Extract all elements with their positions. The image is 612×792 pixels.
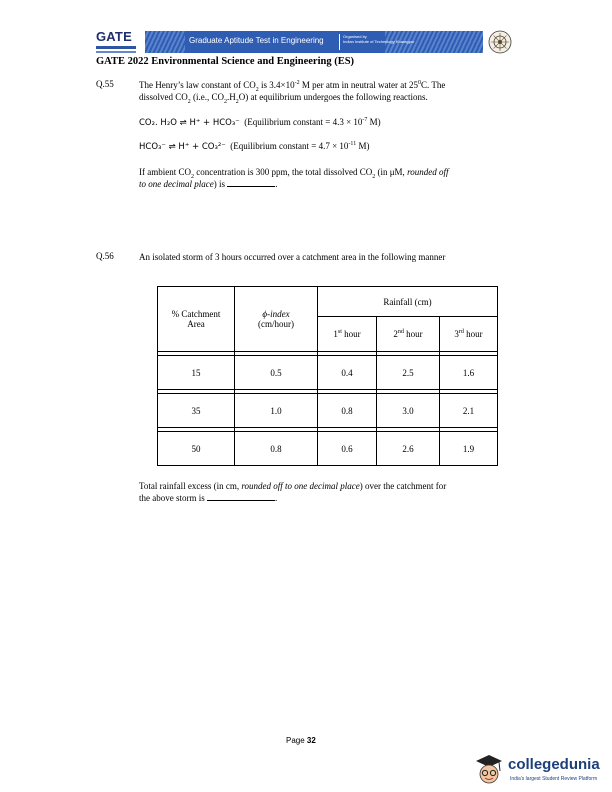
q56-question: Total rainfall excess (in cm, rounded off to one decimal place) over the catchment for the above storm is .: [139, 481, 447, 503]
q55-number: Q.55: [96, 79, 114, 89]
header-rainfall: Rainfall (cm): [318, 287, 498, 317]
organizer-text: Organised by Indian Institute of Technology Kharagpur: [343, 34, 415, 44]
q55-question: If ambient $CO_2$ concentration is 300 ppm, the total dissolved $CO_2$ (in μM, rounded off to one decimal place) is .: [139, 167, 449, 189]
gate-logo: [96, 30, 142, 58]
equation-1-species: CO₂. H₂O ⇌ H⁺ + HCO₃⁻: [139, 118, 240, 128]
page-number: Page 32: [286, 736, 316, 745]
q55-statement: The Henry’s law constant of $CO_2$ is $3.4\times 10^{-2}$ M per atm in neutral water at $25^0C$. The dissolved $CO_2$ (i.e., $CO_2.H_2O$) at equilibrium undergoes the following reactions.: [139, 80, 446, 105]
iit-emblem-icon: [488, 30, 512, 54]
gate-logo-text: GATE: [96, 29, 132, 44]
header-banner: [145, 31, 483, 53]
answer-blank: [227, 178, 275, 187]
table-row: 50 0.8 0.6 2.6 1.9: [158, 432, 498, 466]
paper-title: GATE 2022 Environmental Science and Engineering (ES): [96, 56, 355, 67]
brand-tagline: India's largest Student Review Platform: [510, 776, 598, 782]
table-row: 15 0.5 0.4 2.5 1.6: [158, 356, 498, 390]
q55-equation-2: HCO₃⁻ ⇌ H⁺ + CO₃²⁻ (Equilibrium constant = $4.7 \times 10^{-11}$ M): [139, 141, 370, 152]
header-hour-1: 1st hour: [318, 317, 377, 352]
q55-equation-1: CO₂. H₂O ⇌ H⁺ + HCO₃⁻ (Equilibrium constant = $4.3 \times 10^{-7}$ M): [139, 117, 381, 128]
graduate-mascot-icon: [472, 752, 506, 788]
rainfall-table: [157, 286, 498, 466]
brand-name: collegedunia: [508, 756, 600, 773]
banner-title: Graduate Aptitude Test in Engineering: [189, 36, 324, 45]
equation-2-species: HCO₃⁻ ⇌ H⁺ + CO₃²⁻: [139, 142, 226, 152]
header-hour-3: 3rd hour: [440, 317, 498, 352]
collegedunia-logo: [472, 750, 612, 790]
header-catchment-area: % Catchment Area: [158, 287, 235, 352]
answer-blank: [207, 492, 275, 501]
header-hour-2: 2nd hour: [377, 317, 440, 352]
q56-number: Q.56: [96, 251, 114, 261]
table-row: 35 1.0 0.8 3.0 2.1: [158, 394, 498, 428]
header-phi-index: ϕ-index (cm/hour): [235, 287, 318, 352]
q56-statement: An isolated storm of 3 hours occurred over a catchment area in the following manner: [139, 252, 446, 262]
